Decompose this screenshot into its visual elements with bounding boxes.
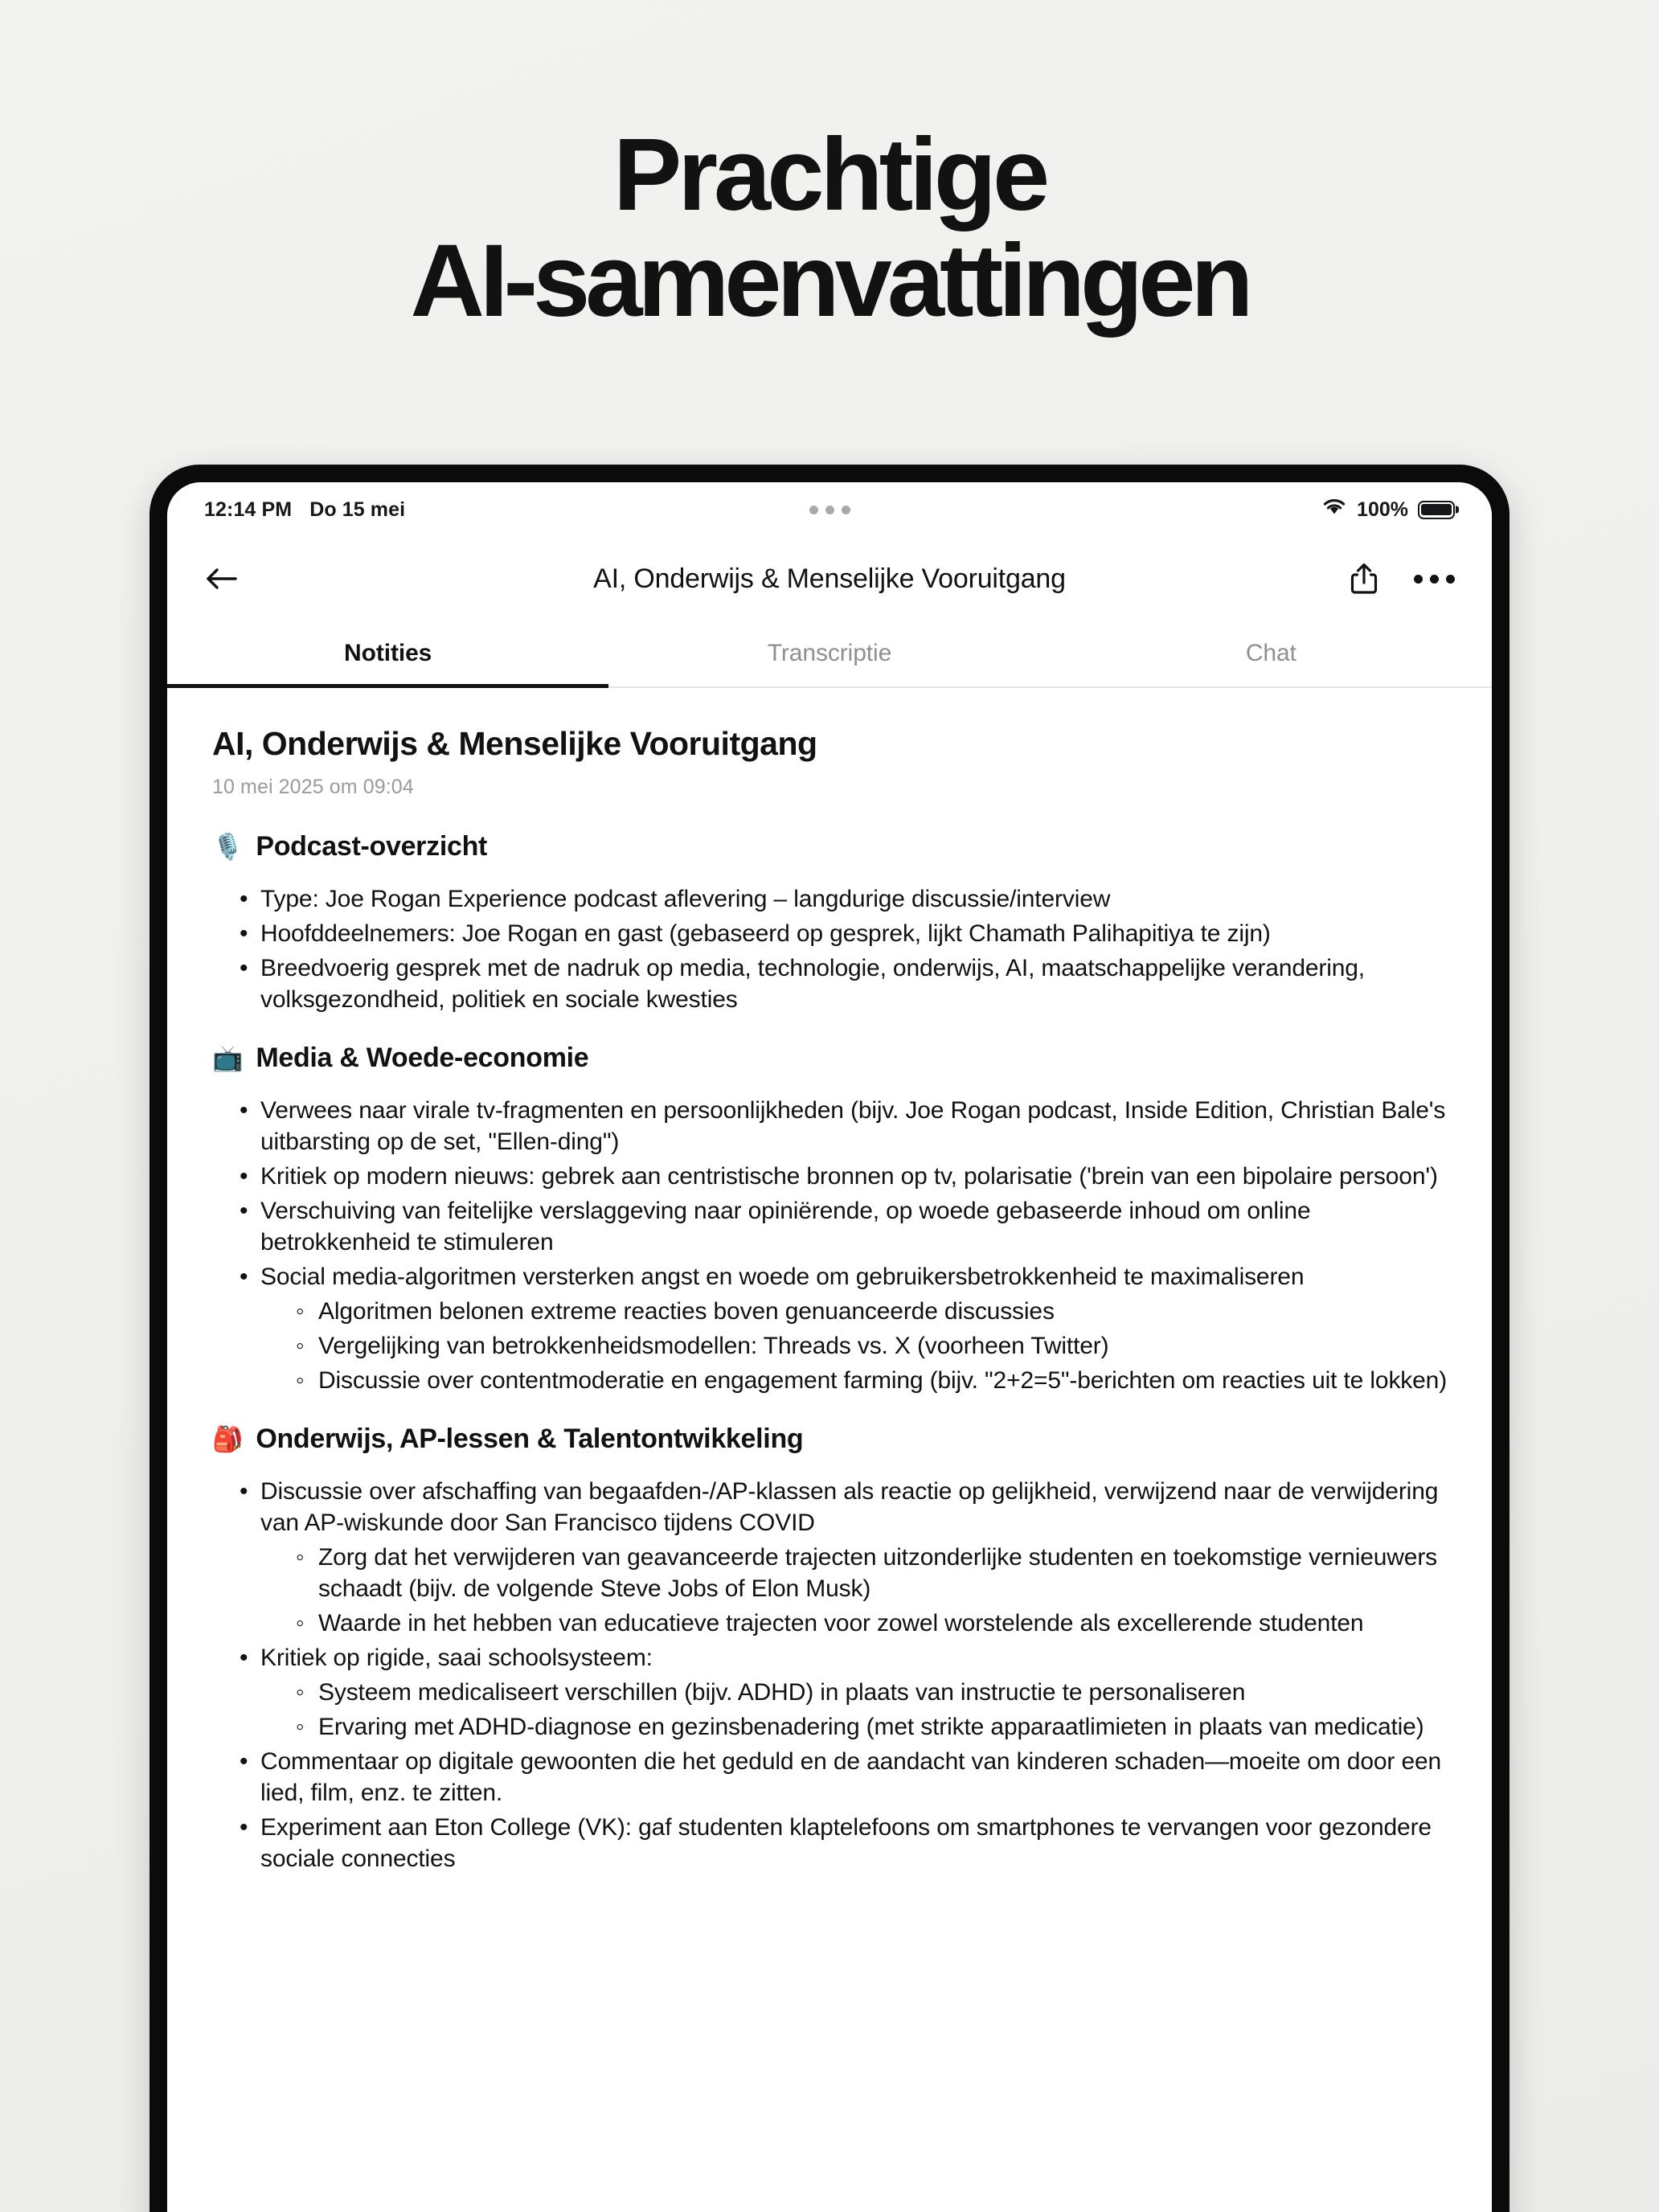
section-heading-text: Onderwijs, AP-lessen & Talentontwikkeling bbox=[256, 1423, 804, 1454]
list-item: • Discussie over afschaffing van begaafden-/AP-klassen als reactie op gelijkheid, verwijzend naar de verwijdering van AP-wiskunde door San Francisco tijdens COVID ◦ Zorg dat het verwijderen van geavanceerde trajecten uitzonderlijke studenten en toekomstige vernieuwers schaadt (bijv. de volgende Steve Jobs of Elon Musk) ◦ Waarde in het hebben van educatieve trajecten voor zowel worstelende als excellerende studenten bbox=[240, 1476, 1455, 1639]
bullet-list bbox=[212, 1095, 1455, 1396]
headline-line-1: Prachtige bbox=[612, 117, 1047, 232]
tab-bar bbox=[167, 621, 1492, 688]
list-item: • Hoofddeelnemers: Joe Rogan en gast (gebaseerd op gesprek, lijkt Chamath Palihapitiya te zijn) bbox=[240, 918, 1455, 949]
sub-list-item: ◦ Waarde in het hebben van educatieve trajecten voor zowel worstelende als excellerende studenten bbox=[296, 1608, 1455, 1639]
device-bezel bbox=[150, 465, 1509, 2212]
sub-list-item: ◦ Discussie over contentmoderatie en engagement farming (bijv. "2+2=5"-berichten om reacties uit te lokken) bbox=[296, 1365, 1455, 1396]
sub-list-item: ◦ Systeem medicaliseert verschillen (bijv. ADHD) in plaats van instructie te personaliseren bbox=[296, 1677, 1455, 1708]
sub-list-item: ◦ Ervaring met ADHD-diagnose en gezinsbenadering (met strikte apparaatlimieten in plaats van medicatie) bbox=[296, 1711, 1455, 1743]
sub-list-item: ◦ Zorg dat het verwijderen van geavanceerde trajecten uitzonderlijke studenten en toekomstige vernieuwers schaadt (bijv. de volgende Steve Jobs of Elon Musk) bbox=[296, 1542, 1455, 1604]
sub-bullet-list bbox=[260, 1296, 1455, 1396]
sub-bullet-list bbox=[260, 1677, 1455, 1743]
sub-list-item: ◦ Algoritmen belonen extreme reacties boven genuanceerde discussies bbox=[296, 1296, 1455, 1327]
status-time: 12:14 PM bbox=[204, 498, 293, 521]
three-dots-indicator bbox=[809, 506, 850, 514]
nav-bar bbox=[167, 537, 1492, 621]
list-item: • Kritiek op rigide, saai schoolsysteem: ◦ Systeem medicaliseert verschillen (bijv. ADHD) in plaats van instructie te personaliseren ◦ Ervaring met ADHD-diagnose en gezinsbenadering (met strikte apparaatlimieten in plaats van medicatie) bbox=[240, 1642, 1455, 1743]
bullet-list bbox=[212, 883, 1455, 1015]
status-bar bbox=[167, 482, 1492, 537]
nav-title: AI, Onderwijs & Menselijke Vooruitgang bbox=[593, 563, 1066, 594]
more-options-button[interactable] bbox=[1414, 575, 1455, 584]
back-button[interactable] bbox=[204, 565, 238, 592]
tab-chat[interactable]: Chat bbox=[1245, 640, 1296, 666]
backpack-emoji: 🎒 bbox=[212, 1425, 244, 1453]
tab-notities[interactable]: Notities bbox=[167, 621, 608, 686]
share-button[interactable] bbox=[1350, 562, 1378, 596]
headline-line-2: AI-samenvattingen bbox=[410, 223, 1249, 338]
sub-bullet-list bbox=[260, 1542, 1455, 1639]
tab-transcriptie[interactable]: Transcriptie bbox=[767, 640, 892, 666]
wifi-icon bbox=[1321, 498, 1347, 522]
status-date: Do 15 mei bbox=[309, 498, 406, 521]
battery-percent: 100% bbox=[1357, 498, 1408, 521]
arrow-left-icon bbox=[204, 565, 238, 592]
list-item: • Experiment aan Eton College (VK): gaf studenten klaptelefoons om smartphones te vervangen voor gezondere sociale connecties bbox=[240, 1812, 1455, 1874]
share-icon bbox=[1350, 562, 1378, 596]
section-heading bbox=[212, 1043, 1455, 1074]
device-mockup bbox=[150, 465, 1509, 2212]
television-emoji: 📺 bbox=[212, 1044, 244, 1072]
sub-list-item: ◦ Vergelijking van betrokkenheidsmodellen: Threads vs. X (voorheen Twitter) bbox=[296, 1330, 1455, 1362]
list-item: • Kritiek op modern nieuws: gebrek aan centristische bronnen op tv, polarisatie ('brein van een bipolaire persoon') bbox=[240, 1161, 1455, 1192]
section-heading-text: Media & Woede-economie bbox=[256, 1043, 589, 1073]
status-bar-right bbox=[1321, 498, 1455, 522]
device-screen bbox=[167, 482, 1492, 2212]
bullet-list bbox=[212, 1476, 1455, 1874]
status-bar-left bbox=[204, 498, 405, 522]
battery-full-icon bbox=[1418, 501, 1455, 519]
nav-right-actions bbox=[1350, 562, 1455, 596]
ellipsis-icon bbox=[1414, 575, 1423, 584]
section-heading bbox=[212, 831, 1455, 862]
studio-microphone-emoji: 🎙️ bbox=[212, 833, 244, 861]
note-content bbox=[167, 688, 1492, 2212]
note-title: AI, Onderwijs & Menselijke Vooruitgang bbox=[212, 725, 817, 762]
list-item: • Type: Joe Rogan Experience podcast aflevering – langdurige discussie/interview bbox=[240, 883, 1455, 915]
section-heading-text: Podcast-overzicht bbox=[256, 831, 488, 862]
list-item: • Commentaar op digitale gewoonten die het geduld en de aandacht van kinderen schaden—moeite om door een lied, film, enz. te zitten. bbox=[240, 1746, 1455, 1809]
note-section bbox=[212, 1043, 1455, 1396]
section-heading bbox=[212, 1423, 1455, 1455]
note-date: 10 mei 2025 om 09:04 bbox=[212, 776, 414, 798]
list-item: • Verschuiving van feitelijke verslaggeving naar opiniërende, op woede gebaseerde inhoud om online betrokkenheid te stimuleren bbox=[240, 1195, 1455, 1258]
list-item: • Social media-algoritmen versterken angst en woede om gebruikersbetrokkenheid te maximaliseren ◦ Algoritmen belonen extreme reacties boven genuanceerde discussies ◦ Vergelijking van betrokkenheidsmodellen: Threads vs. X (voorheen Twitter) ◦ Discussie over contentmoderatie en engagement farming (bijv. "2+2=5"-berichten om reacties uit te lokken) bbox=[240, 1261, 1455, 1396]
marketing-headline bbox=[0, 0, 1659, 338]
note-section bbox=[212, 1423, 1455, 1874]
list-item: • Verwees naar virale tv-fragmenten en persoonlijkheden (bijv. Joe Rogan podcast, Inside Edition, Christian Bale's uitbarsting op de set, "Ellen-ding") bbox=[240, 1095, 1455, 1157]
note-section bbox=[212, 831, 1455, 1015]
list-item: • Breedvoerig gesprek met de nadruk op media, technologie, onderwijs, AI, maatschappelijke verandering, volksgezondheid, politiek en sociale kwesties bbox=[240, 952, 1455, 1015]
